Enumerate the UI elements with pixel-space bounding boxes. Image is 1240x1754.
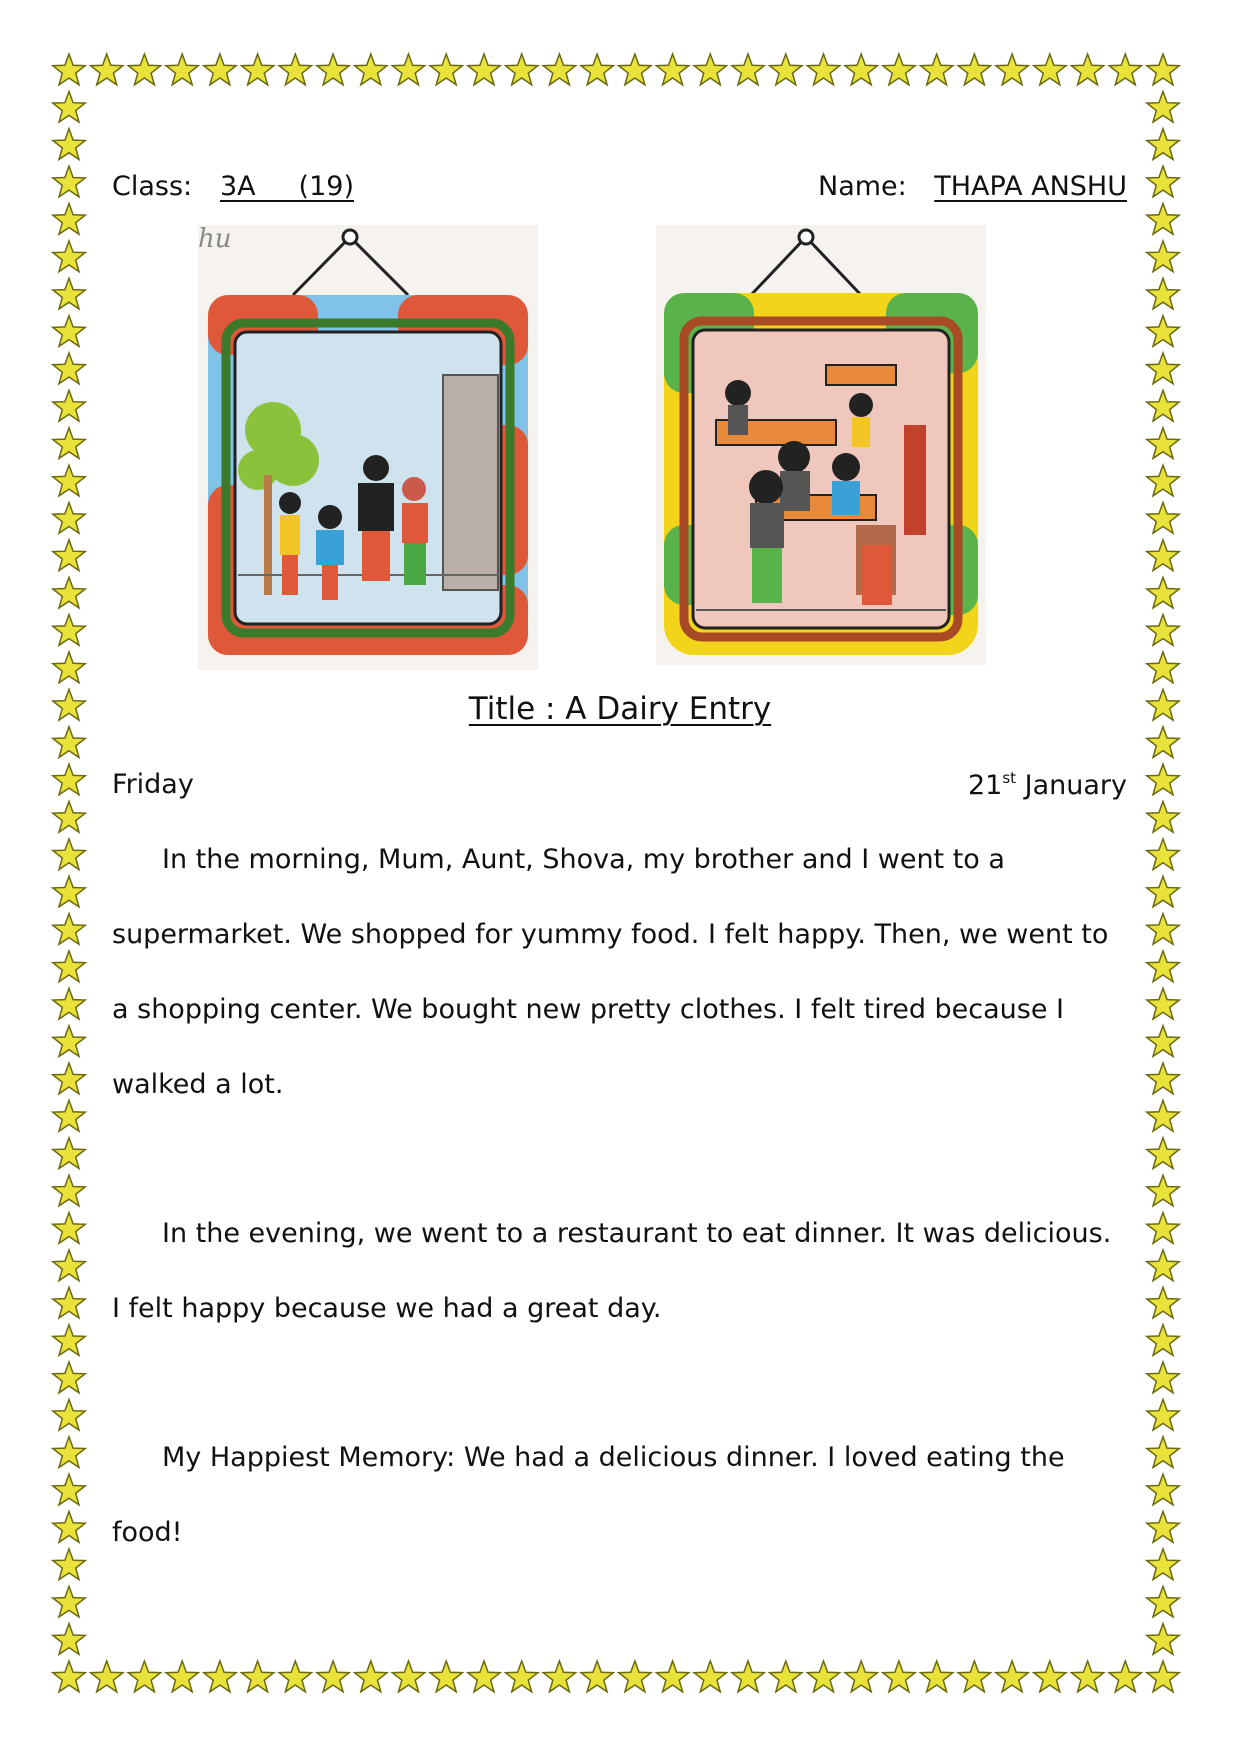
star-icon: [166, 1661, 198, 1692]
star-icon: [1147, 1325, 1179, 1356]
star-icon: [53, 540, 85, 571]
star-icon: [128, 54, 160, 85]
star-icon: [807, 54, 839, 85]
star-icon: [1147, 390, 1179, 421]
star-icon: [53, 1063, 85, 1094]
date-day: 21: [967, 770, 1003, 801]
star-icon: [1147, 1624, 1179, 1655]
star-icon: [53, 914, 85, 945]
class-label: Class:: [112, 171, 193, 202]
star-icon: [1147, 166, 1179, 197]
star-icon: [53, 727, 85, 758]
star-icon: [1147, 241, 1179, 272]
star-icon: [53, 1250, 85, 1281]
star-icon: [1147, 1026, 1179, 1057]
star-icon: [1147, 204, 1179, 235]
star-icon: [1147, 652, 1179, 683]
star-icon: [91, 54, 123, 85]
star-icon: [883, 1661, 915, 1692]
star-icon: [53, 1100, 85, 1131]
star-icon: [53, 1287, 85, 1318]
star-icon: [1034, 54, 1066, 85]
star-icon: [1147, 1661, 1179, 1692]
star-icon: [770, 54, 802, 85]
star-icon: [1034, 1661, 1066, 1692]
star-icon: [53, 839, 85, 870]
class-value: 3A (19): [220, 171, 354, 202]
star-icon: [355, 1661, 387, 1692]
star-icon: [1147, 1287, 1179, 1318]
star-icon: [1109, 1661, 1141, 1692]
star-icon: [1147, 1549, 1179, 1580]
star-icon: [1147, 316, 1179, 347]
star-icon: [53, 764, 85, 795]
entry-day: Friday: [112, 769, 194, 800]
star-icon: [1147, 1175, 1179, 1206]
star-icon: [53, 1661, 85, 1692]
star-icon: [1109, 54, 1141, 85]
paragraph-text: In the morning, Mum, Aunt, Shova, my brother and I went to a supermarket. We shopped for yummy food. I felt happy. Then, we went to a shopping center. We bought new pretty clothes. I felt tired because I walked a lot.: [112, 844, 1109, 1100]
star-icon: [430, 54, 462, 85]
star-icon: [53, 91, 85, 122]
star-icon: [317, 54, 349, 85]
star-icon: [1147, 1399, 1179, 1430]
name-label: Name:: [818, 171, 907, 202]
star-icon: [53, 54, 85, 85]
star-icon: [807, 1661, 839, 1692]
star-icon: [506, 54, 538, 85]
star-icon: [242, 54, 274, 85]
star-icon: [430, 1661, 462, 1692]
star-icon: [845, 54, 877, 85]
star-icon: [1147, 988, 1179, 1019]
star-icon: [1147, 91, 1179, 122]
star-icon: [53, 652, 85, 683]
star-icon: [53, 1399, 85, 1430]
star-icon: [1147, 727, 1179, 758]
star-icon: [1147, 278, 1179, 309]
star-icon: [53, 428, 85, 459]
star-icon: [1147, 54, 1179, 85]
star-icon: [53, 1138, 85, 1169]
star-icon: [53, 1624, 85, 1655]
star-icon: [53, 615, 85, 646]
star-icon: [53, 1026, 85, 1057]
star-icon: [845, 1661, 877, 1692]
star-icon: [921, 1661, 953, 1692]
star-icon: [53, 951, 85, 982]
star-icon: [279, 1661, 311, 1692]
star-icon: [53, 1362, 85, 1393]
star-icon: [1147, 1250, 1179, 1281]
star-icon: [1147, 615, 1179, 646]
star-icon: [204, 54, 236, 85]
star-icon: [53, 465, 85, 496]
star-icon: [996, 1661, 1028, 1692]
star-icon: [1147, 353, 1179, 384]
star-icon: [53, 278, 85, 309]
star-icon: [468, 1661, 500, 1692]
star-icon: [1071, 1661, 1103, 1692]
star-icon: [1147, 1138, 1179, 1169]
star-icon: [770, 1661, 802, 1692]
star-icon: [53, 204, 85, 235]
star-icon: [1147, 1586, 1179, 1617]
star-icon: [53, 353, 85, 384]
star-icon: [53, 129, 85, 160]
star-icon: [619, 54, 651, 85]
star-icon: [53, 1325, 85, 1356]
diary-paragraph-3: [112, 1420, 1127, 1570]
star-icon: [1147, 951, 1179, 982]
name-value: THAPA ANSHU: [934, 171, 1127, 202]
star-icon: [1147, 503, 1179, 534]
star-icon: [1147, 1437, 1179, 1468]
star-icon: [732, 1661, 764, 1692]
star-icon: [1147, 1362, 1179, 1393]
star-icon: [1147, 914, 1179, 945]
star-icon: [1147, 876, 1179, 907]
star-icon: [53, 1512, 85, 1543]
page-title: Title : A Dairy Entry: [468, 691, 772, 727]
star-icon: [242, 1661, 274, 1692]
star-icon: [1147, 801, 1179, 832]
star-icon: [506, 1661, 538, 1692]
star-icon: [279, 54, 311, 85]
star-icon: [317, 1661, 349, 1692]
star-icon: [53, 1549, 85, 1580]
family-restaurant-drawing: [656, 225, 986, 665]
star-icon: [694, 1661, 726, 1692]
star-icon: [1147, 577, 1179, 608]
diary-paragraph-1: [112, 822, 1127, 1122]
star-icon: [996, 54, 1028, 85]
star-icon: [392, 54, 424, 85]
star-icon: [1147, 465, 1179, 496]
star-icon: [1071, 54, 1103, 85]
star-icon: [53, 876, 85, 907]
star-icon: [656, 1661, 688, 1692]
star-icon: [1147, 764, 1179, 795]
star-icon: [1147, 839, 1179, 870]
star-icon: [166, 54, 198, 85]
star-icon: [1147, 1213, 1179, 1244]
star-icon: [53, 1586, 85, 1617]
star-icon: [619, 1661, 651, 1692]
date-month: January: [1024, 770, 1127, 801]
drawing-caption: hu: [198, 225, 232, 254]
star-icon: [392, 1661, 424, 1692]
star-icon: [1147, 1474, 1179, 1505]
paragraph-text: In the evening, we went to a restaurant to eat dinner. It was delicious. I felt happy because we had a great day.: [112, 1218, 1112, 1324]
star-icon: [958, 1661, 990, 1692]
star-icon: [958, 54, 990, 85]
star-icon: [1147, 1512, 1179, 1543]
star-icon: [581, 1661, 613, 1692]
star-icon: [1147, 1100, 1179, 1131]
date-suffix: st: [1002, 769, 1017, 787]
star-icon: [468, 54, 500, 85]
star-icon: [53, 316, 85, 347]
star-icon: [1147, 428, 1179, 459]
star-icon: [204, 1661, 236, 1692]
star-icon: [883, 54, 915, 85]
star-icon: [53, 577, 85, 608]
family-shopping-drawing: [198, 225, 538, 670]
star-icon: [921, 54, 953, 85]
star-icon: [355, 54, 387, 85]
star-icon: [656, 54, 688, 85]
star-icon: [1147, 129, 1179, 160]
star-icon: [53, 1175, 85, 1206]
star-icon: [53, 1213, 85, 1244]
star-icon: [53, 241, 85, 272]
star-icon: [543, 1661, 575, 1692]
star-icon: [53, 390, 85, 421]
star-icon: [53, 801, 85, 832]
diary-paragraph-2: [112, 1196, 1127, 1346]
star-icon: [543, 54, 575, 85]
star-icon: [53, 503, 85, 534]
star-icon: [53, 1437, 85, 1468]
star-icon: [1147, 540, 1179, 571]
star-icon: [581, 54, 613, 85]
entry-date: [968, 771, 1127, 799]
star-icon: [53, 1474, 85, 1505]
star-icon: [1147, 1063, 1179, 1094]
star-icon: [128, 1661, 160, 1692]
star-icon: [53, 166, 85, 197]
star-icon: [53, 988, 85, 1019]
paragraph-text: My Happiest Memory: We had a delicious dinner. I loved eating the food!: [112, 1442, 1065, 1548]
star-icon: [91, 1661, 123, 1692]
star-icon: [694, 54, 726, 85]
star-icon: [732, 54, 764, 85]
